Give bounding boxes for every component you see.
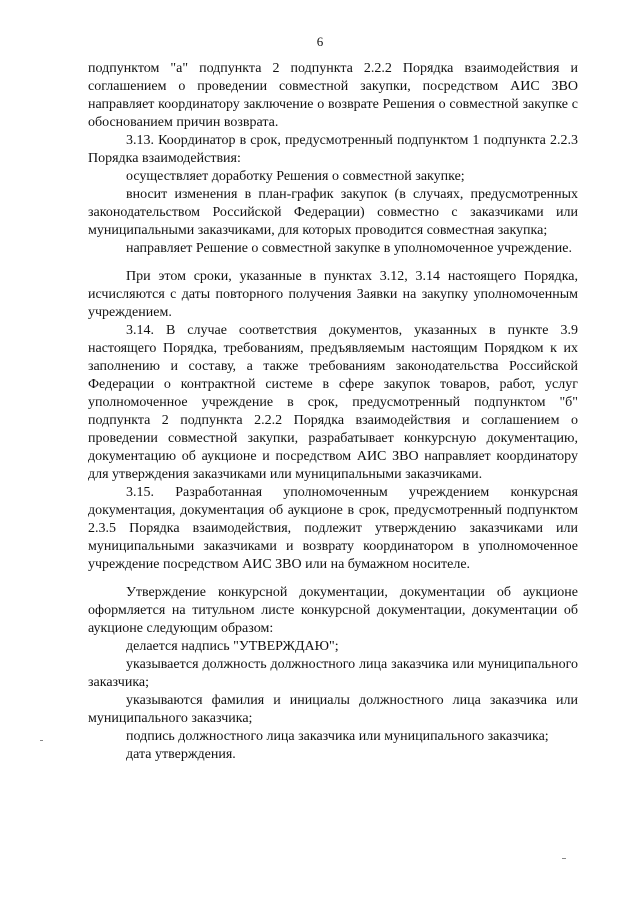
list-item-plan-changes: вносит изменения в план-график закупок (в случаях, предусмотренных законодательством Российской Федерации) совместно с заказчиками или муниципальными заказчиками, для которых проводится совместная закупка; [88, 187, 578, 238]
paragraph-approval: Утверждение конкурсной документации, документации об аукционе оформляется на титульном листе конкурсной документации, документации об аукционе следующим образом: [88, 585, 578, 636]
list-item-send-decision: направляет Решение о совместной закупке в уполномоченное учреждение. [126, 241, 572, 256]
paragraph-3-13: 3.13. Координатор в срок, предусмотренный подпунктом 1 подпункта 2.2.3 Порядка взаимодействия: [88, 133, 578, 166]
list-item-inscription: делается надпись "УТВЕРЖДАЮ"; [126, 639, 339, 654]
scan-speck [40, 740, 43, 741]
scan-speck [562, 858, 566, 859]
list-item-signature: подпись должностного лица заказчика или муниципального заказчика; [126, 729, 549, 744]
paragraph-terms: При этом сроки, указанные в пунктах 3.12, 3.14 настоящего Порядка, исчисляются с даты повторного получения Заявки на закупку уполномоченным учреждением. [88, 269, 578, 320]
list-item-rework: осуществляет доработку Решения о совместной закупке; [126, 169, 465, 184]
paragraph-3-15: 3.15. Разработанная уполномоченным учреждением конкурсная документация, документация об аукционе в срок, предусмотренный подпунктом 2.3.5 Порядка взаимодействия, подлежит утверждению заказчиками или муниципальными заказчиками и возврату координатором в уполномоченное учреждение посредством АИС ЗВО или на бумажном носителе. [88, 485, 578, 572]
document-body [88, 60, 578, 764]
list-item-name: указываются фамилия и инициалы должностного лица заказчика или муниципального заказчика; [88, 693, 578, 726]
list-item-position: указывается должность должностного лица заказчика или муниципального заказчика; [88, 657, 578, 690]
list-item-date: дата утверждения. [126, 747, 236, 762]
paragraph-3-14: 3.14. В случае соответствия документов, указанных в пункте 3.9 настоящего Порядка, требованиям, предъявляемым настоящим Порядком к их заполнению и составу, а также требованиям законодательства Российской Федерации о контрактной системе в сфере закупок товаров, работ, услуг уполномоченное учреждение в срок, предусмотренный подпунктом "б" подпункта 2 подпункта 2.2.2 Порядка взаимодействия и соглашением о проведении совместной закупки, разрабатывает конкурсную документацию, документацию об аукционе и посредством АИС ЗВО направляет координатору для утверждения заказчиками или муниципальными заказчиками. [88, 323, 578, 482]
page-number: 6 [316, 34, 324, 49]
paragraph-return-conclusion: подпунктом "а" подпункта 2 подпункта 2.2.2 Порядка взаимодействия и соглашением о проведении совместной закупки, посредством АИС ЗВО направляет координатору заключение о возврате Решения о совместной закупке с обоснованием причин возврата. [88, 61, 578, 130]
